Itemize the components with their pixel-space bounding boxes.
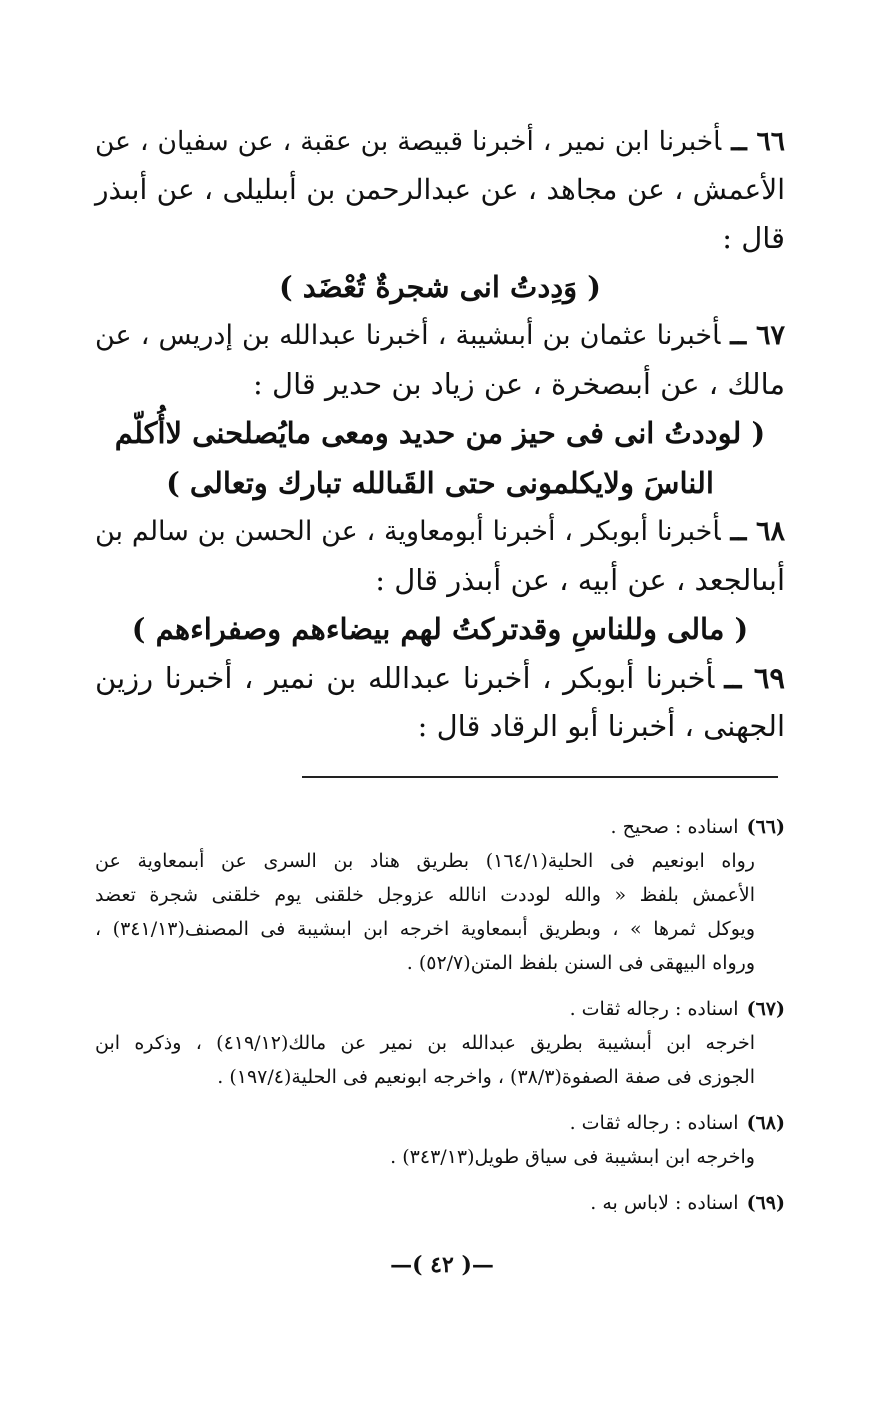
footnote — [95, 992, 785, 1094]
hadith-entry — [95, 654, 785, 750]
hadith-quote: ( لوددتُ انى فى حيز من حديد ومعى مايُصلحنى لاأُكلّم — [114, 416, 766, 450]
hadith-quote: ( وَدِدتُ انى شجرةٌ تُعْضَد ) — [278, 270, 601, 304]
line-text: أخبرنا أبوبكر ، أخبرنا أبومعاوية ، عن الحسن بن سالم بن — [95, 516, 721, 547]
text-line: قال : — [722, 221, 785, 255]
hadith-entry — [95, 508, 785, 654]
footnote-number: (٦٨) — [746, 1112, 785, 1134]
footnote-line: اخرجه ابن أبىشيبة بطريق عبدالله بن نمير عن مالك(٤١٩/١٢) ، وذكره ابن — [95, 1032, 755, 1054]
footnote-line: رواه ابونعيم فى الحلية(١٦٤/١) بطريق هناد بن السرى عن أبىمعاوية عن — [95, 850, 755, 872]
footnote-number: (٦٧) — [746, 998, 785, 1020]
footnote-line: الأعمش بلفظ « والله لوددت انالله عزوجل خلقنى يوم خلقنى شجرة تعضد — [95, 884, 755, 906]
footnote-separator — [302, 776, 778, 778]
footnote-line: ورواه البيهقى فى السنن بلفظ المتن(٥٢/٧) . — [406, 952, 755, 974]
entry-number: ٦٧ ــ — [730, 320, 785, 351]
footnote — [95, 1106, 785, 1174]
main-text — [95, 118, 785, 750]
footnote-head — [95, 810, 785, 844]
page-number: —( ٤٢ )— — [390, 1252, 494, 1278]
footnotes — [95, 810, 785, 1232]
text-line: الجهنى ، أخبرنا أبو الرقاد قال : — [417, 709, 785, 743]
text-line — [95, 312, 785, 360]
hadith-entry — [95, 118, 785, 312]
footnote-line: واخرجه ابن ابىشيبة فى سياق طويل(٣٤٣/١٣) . — [390, 1146, 755, 1168]
hadith-quote: الناسَ ولايكلمونى حتى القَىالله تبارك وتعالى ) — [166, 466, 714, 500]
footnote-head — [95, 1186, 785, 1220]
footnote-head-text: اسناده : صحيح . — [610, 816, 739, 838]
text-line — [95, 508, 785, 556]
text-line: الأعمش ، عن مجاهد ، عن عبدالرحمن بن أبىليلى ، عن أبىذر — [95, 173, 785, 206]
footnote-head-text: اسناده : رجاله ثقات . — [569, 1112, 739, 1134]
entry-number: ٦٨ ــ — [730, 516, 785, 547]
footnote — [95, 1186, 785, 1220]
footnote-line: الجوزى فى صفة الصفوة(٣٨/٣) ، واخرجه ابونعيم فى الحلية(١٩٧/٤) . — [217, 1066, 755, 1088]
text-line: مالك ، عن أبىصخرة ، عن زياد بن حدير قال : — [253, 367, 785, 401]
entry-number: ٦٦ ــ — [731, 126, 785, 157]
line-text: أخبرنا أبوبكر ، أخبرنا عبدالله بن نمير ، أخبرنا رزين — [95, 661, 715, 695]
footnote-head-text: اسناده : رجاله ثقات . — [569, 998, 739, 1020]
line-text: أخبرنا ابن نمير ، أخبرنا قبيصة بن عقبة ، عن سفيان ، عن — [95, 126, 722, 157]
footnote-head — [95, 992, 785, 1026]
footnote-head-text: اسناده : لاباس به . — [590, 1192, 739, 1214]
text-line — [95, 654, 785, 702]
footnote-line: ويوكل ثمرها » ، وبطريق أبىمعاوية اخرجه ابن ابىشيبة فى المصنف(٣٤١/١٣) ، — [95, 918, 755, 940]
entry-number: ٦٩ ــ — [724, 661, 785, 695]
footnote-number: (٦٦) — [746, 816, 785, 838]
text-line — [95, 118, 785, 166]
footnote — [95, 810, 785, 980]
hadith-entry — [95, 312, 785, 508]
text-line: أبىالجعد ، عن أبيه ، عن أبىذر قال : — [375, 563, 785, 597]
footnote-number: (٦٩) — [746, 1192, 785, 1214]
line-text: أخبرنا عثمان بن أبىشيبة ، أخبرنا عبدالله بن إدريس ، عن — [95, 320, 721, 351]
hadith-quote: ( مالى وللناسِ وقدتركتُ لهم بيضاءهم وصفراءهم ) — [131, 612, 749, 646]
footnote-head — [95, 1106, 785, 1140]
